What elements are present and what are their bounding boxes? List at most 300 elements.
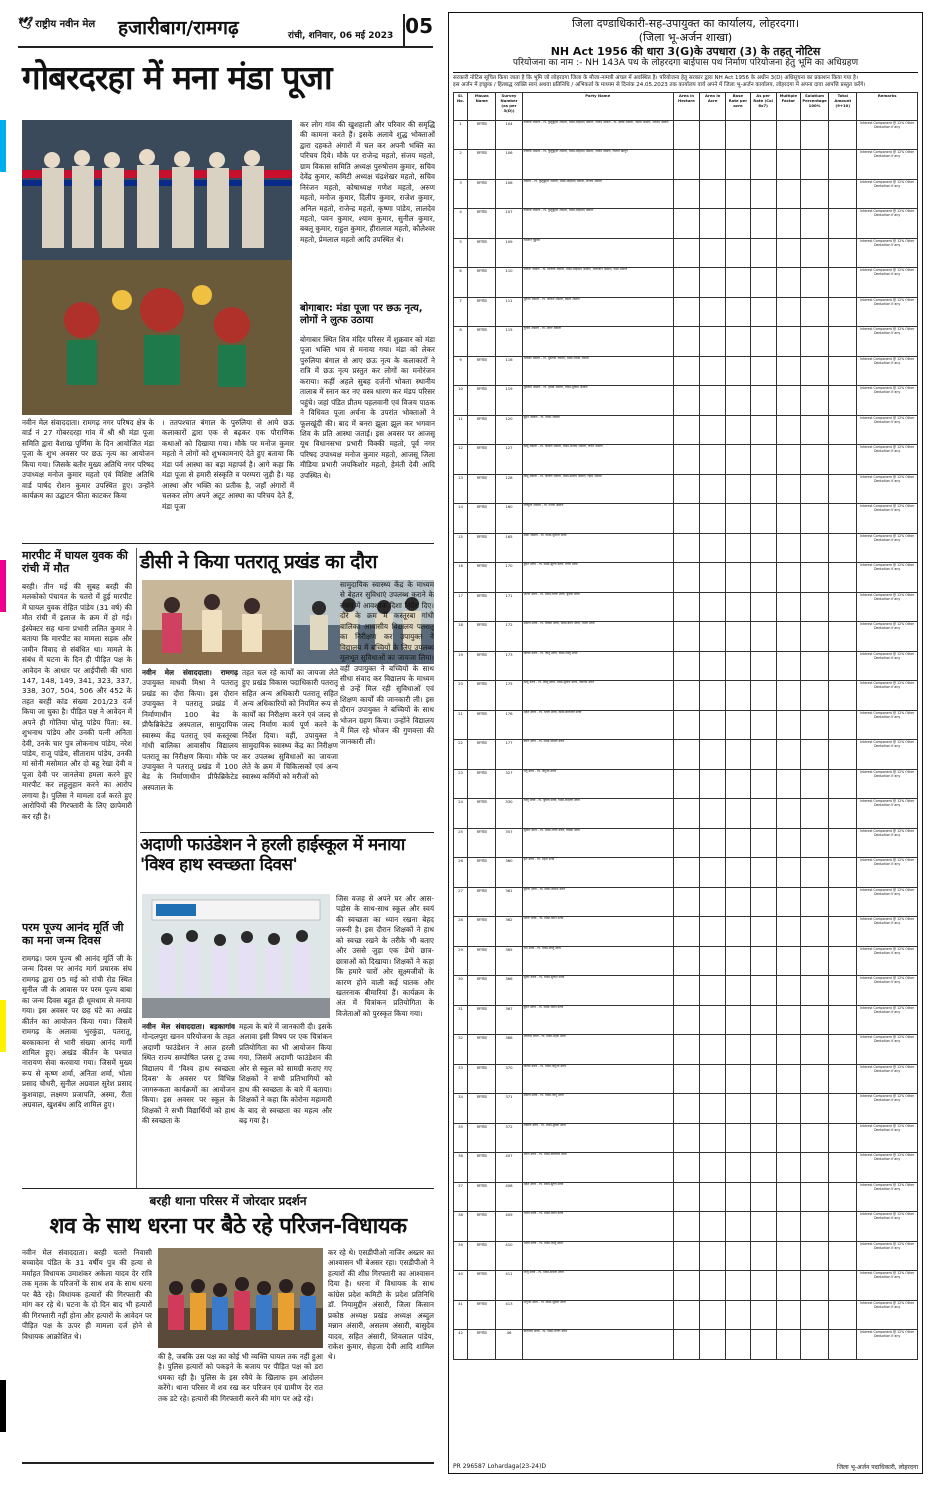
land-table-row	[454, 622, 918, 652]
land-table-cell	[673, 769, 699, 799]
land-table	[453, 92, 918, 1360]
land-table-col-header: Party Name	[522, 92, 673, 120]
land-table-cell	[776, 828, 800, 858]
land-table-cell	[829, 710, 857, 740]
land-table-cell: बरगांवा	[468, 592, 496, 622]
land-party-cell: लक्ष्मण उरांव - पि. मिसा-बुधवा उरांव	[522, 1123, 673, 1153]
land-table-cell	[776, 1035, 800, 1065]
land-table-cell: 366	[496, 976, 522, 1006]
land-table-cell	[800, 799, 828, 829]
land-table-cell: Interest Component @ 12% Other Deduction if any	[857, 1330, 918, 1360]
land-table-cell: 24	[454, 799, 468, 829]
land-table-cell	[673, 386, 699, 416]
land-table-cell	[726, 1182, 750, 1212]
land-table-cell: Interest Component @ 12% Other Deduction if any	[857, 1035, 918, 1065]
land-table-cell: 127	[496, 445, 522, 475]
land-table-cell	[726, 740, 750, 770]
land-table-cell	[700, 710, 726, 740]
land-table-cell: 39	[454, 1241, 468, 1271]
notice-office: जिला दण्डाधिकारी-सह-उपायुक्त का कार्यालय, लोहरदगा।	[571, 17, 800, 30]
land-table-cell	[700, 386, 726, 416]
land-table-cell	[800, 120, 828, 150]
land-party-cell: जोगेन उरांव - पि. मिसा-मंगरू उरांव, बुधवा उरांव	[522, 592, 673, 622]
land-table-cell	[750, 150, 776, 180]
lead-sub-headline: बोगाबार: मंडा पूजा पर छऊ नृत्य, लोगों ने लुत्फ उठाया	[300, 303, 423, 326]
land-table-cell	[673, 1182, 699, 1212]
land-table-cell	[800, 917, 828, 947]
land-table-cell	[673, 150, 699, 180]
land-table-row	[454, 1094, 918, 1124]
land-table-cell: 110	[496, 268, 522, 298]
land-table-cell	[776, 563, 800, 593]
land-table-cell	[700, 415, 726, 445]
land-table-cell: 361	[496, 887, 522, 917]
land-table-cell	[829, 1271, 857, 1301]
land-table-cell	[700, 563, 726, 593]
land-table-cell: 116	[496, 356, 522, 386]
land-table-cell: Interest Component @ 12% Other Deduction if any	[857, 740, 918, 770]
notice-intro-1: सरकारी नोटिस सूचित किया जाता है कि भूमि जो लोहरदगा जिला के मौजा-नामत्री अंचल में अवस्थित है। परियोजना हेतु सरकार द्वारा NH Act 1956 के अधीन 3(D) अधिसूचना का प्रकाशन किया गया है।	[453, 74, 858, 81]
land-table-cell: बरगांवा	[468, 1271, 496, 1301]
land-table-cell	[776, 533, 800, 563]
land-table-cell: Interest Component @ 12% Other Deduction if any	[857, 533, 918, 563]
land-table-cell: 6	[454, 268, 468, 298]
land-table-cell	[750, 622, 776, 652]
land-table-cell	[800, 445, 828, 475]
land-table-cell: बरगांवा	[468, 1153, 496, 1183]
land-table-cell	[776, 1330, 800, 1360]
birthday-headline: परम पूज्य आनंद मूर्ति जी का मना जन्म दिवस	[22, 921, 124, 947]
land-party-cell: बूढ़न अंसारी - पि. मिसा-अंसारी	[522, 415, 673, 445]
land-table-cell	[829, 1064, 857, 1094]
land-table-cell	[829, 445, 857, 475]
land-table-cell: बरगांवा	[468, 946, 496, 976]
land-table-cell: 13	[454, 474, 468, 504]
land-party-cell: लियाक अंसारी - पि. कुतुबुद्दीन अंसारी, मिसा-मोहम्मद अंसारी, जावेद अंसारी - पि. हबीब अंसारी, नसीम अंसारी, अरशद अंसारी	[522, 120, 673, 150]
dharna-body-2: की है, जबकि उस पक्ष का कोई भी व्यक्ति घायल तक नहीं हुआ है। पुलिस हत्यारों को पकड़ने के बजाय पर पीड़ित पक्ष को डरा धमका रही है। पुलिस के इस रवैये के खिलाफ हम आंदोलन करेंगे। थाना परिसर में शव रख कर परिजन एवं ग्रामीण देर रात तक डटे रहे। हत्यारों की गिरफ्तारी करने की मांग पर अड़े रहे।	[158, 1352, 323, 1403]
land-table-cell	[750, 238, 776, 268]
land-party-cell: मुर्तजा अंसारी - पि. जलील अंसारी, बसीर अंसारी	[522, 297, 673, 327]
land-table-cell	[776, 887, 800, 917]
land-table-col-header: Area in Acre	[700, 92, 726, 120]
land-table-cell	[800, 1182, 828, 1212]
land-table-row	[454, 1035, 918, 1065]
land-table-col-header: Base Rate per acre	[726, 92, 750, 120]
land-table-cell	[800, 150, 828, 180]
land-table-cell	[829, 828, 857, 858]
adani-body-3: जिस वजह से अपने घर और आस-पड़ोस के साथ-साथ स्कूल और स्वयं की स्वच्छता का ध्यान रखना बेहद जरूरी है। इस दौरान शिक्षकों ने हाथ को स्वच्छ रखने के तरीके भी बताए और उससे जुड़ा एक डेमो छात्र-छात्राओं को दिखाया। शिक्षकों ने कहा कि हमारे चारों ओर सूक्ष्मजीवों के कारण होने वाली कई घातक और खतरनाक बीमारियां हैं। कार्यक्रम के अंत में चित्रांकन प्रतियोगिता के विजेताओं को पुरस्कृत किया गया।	[336, 894, 434, 1018]
land-table-cell: Interest Component @ 12% Other Deduction if any	[857, 268, 918, 298]
notice-act: NH Act 1956 की धारा 3(G)के उपधारा (3) के तहत् नोटिस	[550, 44, 821, 58]
land-table-cell	[750, 681, 776, 711]
land-table-cell	[700, 120, 726, 150]
land-table-cell	[829, 415, 857, 445]
land-party-cell: अकबर अंसारी - पि. मुस्तफा अंसारी, मिसा-नसीम अंसारी	[522, 356, 673, 386]
land-table-cell	[776, 946, 800, 976]
land-table-cell: Interest Component @ 12% Other Deduction if any	[857, 297, 918, 327]
land-table-row	[454, 1300, 918, 1330]
land-table-cell	[700, 917, 726, 947]
land-table-cell	[750, 592, 776, 622]
land-table-cell	[750, 1182, 776, 1212]
land-table-cell	[800, 1330, 828, 1360]
land-table-cell: 3	[454, 179, 468, 209]
dc-body-2: तहत चल रहे कार्यों का जायजा लेते हुए प्रखंड विकास पदाधिकारी पतरातू सहित अन्य अधिकारी पतरातू सहित अन्य अधिकारियों को नियमित रूप से कार्यों का निरीक्षण करने एवं जल्द से जल्द निर्माण कार्य पूर्ण करने के निर्देश दिया। वहीं, उपायुक्त ने सामुदायिक स्वास्थ्य केंद्र का निरीक्षण कर उपलब्ध सुविधाओं का जायजा लेते के क्रम में चिकित्सकों एवं अन्य स्वास्थ्य कर्मियों को मरीजों को	[242, 668, 338, 782]
dc-photo	[142, 580, 292, 664]
land-table-cell: 5	[454, 238, 468, 268]
land-table-cell	[800, 386, 828, 416]
land-table-cell	[800, 622, 828, 652]
land-table-cell: बरगांवा	[468, 179, 496, 209]
land-table-cell	[750, 474, 776, 504]
land-table-cell	[700, 504, 726, 534]
land-table-cell	[829, 533, 857, 563]
land-table-cell	[726, 1241, 750, 1271]
land-table-cell: बरगांवा	[468, 1330, 496, 1360]
adani-headline: अदाणी फाउंडेशन ने हरली हाईस्कूल में मनाया 'विश्व हाथ स्वच्छता दिवस'	[140, 835, 405, 875]
land-table-cell: 177	[496, 740, 522, 770]
land-table-cell	[700, 1330, 726, 1360]
land-table-cell: 172	[496, 622, 522, 652]
land-table-cell: Interest Component @ 12% Other Deduction if any	[857, 563, 918, 593]
land-table-cell	[750, 327, 776, 357]
land-table-cell: 173	[496, 651, 522, 681]
land-table-cell	[673, 327, 699, 357]
land-table-cell	[829, 386, 857, 416]
land-table-cell: 1	[454, 120, 468, 150]
land-table-cell: बरगांवा	[468, 327, 496, 357]
land-table-cell	[726, 1123, 750, 1153]
land-table-cell	[800, 740, 828, 770]
land-table-cell: बरगांवा	[468, 415, 496, 445]
registration-strip-cyan	[0, 120, 6, 172]
land-table-cell: 25	[454, 828, 468, 858]
land-table-cell	[800, 563, 828, 593]
land-table-cell: Interest Component @ 12% Other Deduction if any	[857, 1300, 918, 1330]
land-table-cell	[726, 1064, 750, 1094]
land-table-cell: बरगांवा	[468, 769, 496, 799]
land-table-cell	[726, 238, 750, 268]
land-table-cell	[726, 356, 750, 386]
land-party-cell: मंगरा उरांव - पि. मिसा-बालेश्वर उरांव	[522, 1153, 673, 1183]
land-table-cell	[673, 1064, 699, 1094]
land-table-cell	[726, 799, 750, 829]
land-table-cell: बरगांवा	[468, 1300, 496, 1330]
land-table-cell: Interest Component @ 12% Other Deduction if any	[857, 209, 918, 239]
land-table-cell	[726, 1035, 750, 1065]
land-table-cell	[776, 209, 800, 239]
land-table-row	[454, 386, 918, 416]
land-table-cell	[726, 769, 750, 799]
land-table-cell: 4	[454, 209, 468, 239]
land-table-cell: बरगांवा	[468, 356, 496, 386]
land-party-cell: रमजान गुड्डोबी	[522, 238, 673, 268]
land-table-cell: Interest Component @ 12% Other Deduction if any	[857, 327, 918, 357]
land-table-cell: 34	[454, 1094, 468, 1124]
land-party-cell: चमरा उरांव - पि. मिसा-बंधन उरांव	[522, 1212, 673, 1242]
land-table-cell: 22	[454, 740, 468, 770]
land-table-cell: 407	[496, 1153, 522, 1183]
land-table-cell: Interest Component @ 12% Other Deduction if any	[857, 710, 918, 740]
land-table-row	[454, 828, 918, 858]
logo-text: राष्ट्रीय नवीन मेल	[35, 19, 96, 30]
land-table-cell: 120	[496, 415, 522, 445]
land-table-cell	[829, 327, 857, 357]
land-table-cell	[700, 474, 726, 504]
land-table-cell: Interest Component @ 12% Other Deduction if any	[857, 828, 918, 858]
land-table-cell: 372	[496, 1123, 522, 1153]
land-table-cell	[673, 1300, 699, 1330]
registration-strip-yellow	[0, 1000, 6, 1052]
land-table-cell	[800, 209, 828, 239]
land-table-cell	[726, 1271, 750, 1301]
land-table-cell	[673, 976, 699, 1006]
land-table-cell	[776, 1241, 800, 1271]
land-table-cell	[800, 887, 828, 917]
land-party-cell: अंसारी - पि. कुतुबुद्दीन अंसारी, मिसा-मोहम्मद अंसारी, सलीम अंसारी	[522, 179, 673, 209]
land-table-cell	[750, 828, 776, 858]
land-party-cell: बुधन उरांव - पि. मिसा-चमरा उरांव	[522, 1005, 673, 1035]
dharna-photo	[158, 1248, 323, 1348]
dharna-body-1: नवीन मेल संवाददाता। बरही चतरो निवासी बच्चादेव पंडित के 31 वर्षीय पुत्र की हत्या से मर्माहत विधायक उमाशंकर अकेला यादव देर रात्रि तक मृतक के परिजनों के साथ शव के साथ धरना पर बैठे रहे। विधायक हत्यारों की गिरफ्तारी की मांग कर रहे थे। घटना के दो दिन बाद भी हत्यारों की गिरफ्तारी नहीं होना और हत्यारों के आवेदन पर पीड़ित पक्ष के ऊपर ही मामला दर्ज होने से विधायक आक्रोशित थे।	[22, 1248, 152, 1341]
dharna-kicker: बरही थाना परिसर में जोरदार प्रदर्शन	[149, 1194, 307, 1208]
land-table-cell: 107	[496, 209, 522, 239]
land-table-cell: Interest Component @ 12% Other Deduction if any	[857, 917, 918, 947]
land-table-cell	[726, 386, 750, 416]
land-table-cell: Interest Component @ 12% Other Deduction if any	[857, 858, 918, 888]
land-party-cell: सुकर उरांव - पि. मिसा-सुकरा उरांव	[522, 976, 673, 1006]
land-table-row	[454, 1153, 918, 1183]
land-table-cell: Interest Component @ 12% Other Deduction if any	[857, 474, 918, 504]
land-table-cell: 19	[454, 651, 468, 681]
land-table-cell	[673, 1153, 699, 1183]
land-table-cell	[829, 1123, 857, 1153]
land-table-cell: 111	[496, 297, 522, 327]
dc-body-3: सामुदायिक स्वास्थ्य केंद्र के माध्यम से बेहतर सुविधाएं उपलब्ध कराने के संबंध में आवश्यक दिशा निर्देश दिए। दौरे के क्रम में कस्तूरबा गांधी बालिका आवासीय विद्यालय पतरातू का निरीक्षण कर उपायुक्त ने विद्यालय में बच्चियों के लिए उपलब्ध मूलभूत सुविधाओं का जायजा लिया। वहीं उपायुक्त ने बच्चियों के साथ सीधा संवाद कर विद्यालय के माध्यम से उन्हें मिल रही सुविधाओं एवं शिक्षण कार्यों की जानकारी ली। इस दौरान उपायुक्त ने बच्चियों के साथ भोजन ग्रहण किया। उन्होंने विद्यालय में मिल रहे भोजन की गुणवत्ता की जानकारी ली।	[340, 580, 434, 746]
land-table-cell: बरगांवा	[468, 710, 496, 740]
land-table-row	[454, 1123, 918, 1153]
land-table-cell	[829, 1330, 857, 1360]
land-table-row	[454, 209, 918, 239]
land-table-cell	[673, 887, 699, 917]
land-table-row	[454, 415, 918, 445]
land-table-cell	[700, 179, 726, 209]
injured-body: बरही। तीन मई की सुबह बरही की मलकोको पंचायत के चतरो में हुई मारपीट में घायल युवक रोहित पांडेय (31 वर्ष) की मौत रांची में इलाज के क्रम में हो गई। इंस्पेक्टर सह थाना प्रभारी ललित कुमार ने बताया कि मारपीट का मामला सड़क और जमीन विवाद से संबंधित था। मामले के संबंध में घटना के दिन ही पीड़ित पक्ष के आवेदन के आधार पर आईपीसी की धारा 147, 148, 149, 341, 323, 337, 338, 307, 504, 506 और 452 के तहत बरही कांड संख्या 201/23 दर्ज किया जा चुका है। पीड़ित पक्ष ने आवेदन में अपने ही गोतिया घोलू पांडेय पिता: स्व. शुभनाथ पांडेय और उनकी पत्नी अनिता देवी, उनके चार पुत्र लोकनाथ पांडेय, नरेश पांडेय, राजू पांडेय, सीताराम पांडेय, उनकी मां सोनी मसोमात और दो बहू रेखा देवी व पूजा देवी पर जानलेवा हमला करने हुए मारपीट कर लहूलुहान करने का आरोप लगाया है। पुलिस ने मामला दर्ज करते हुए आरोपियों की गिरफ्तारी के लिए छापेमारी कर रही है।	[22, 582, 132, 821]
land-table-cell: Interest Component @ 12% Other Deduction if any	[857, 946, 918, 976]
newspaper-logo	[18, 16, 98, 30]
land-table-cell: बरगांवा	[468, 622, 496, 652]
land-table-row	[454, 1241, 918, 1271]
land-party-cell: बंधन उरांव - पि. मिसा-सोमरा उरांव	[522, 740, 673, 770]
land-table-cell	[726, 268, 750, 298]
land-table-cell	[750, 1330, 776, 1360]
land-table-row	[454, 327, 918, 357]
land-party-cell: मंगरू उरांव - पि. मिसा-बंधन उरांव	[522, 917, 673, 947]
land-table-cell: 12	[454, 445, 468, 475]
land-table-cell: 365	[496, 946, 522, 976]
land-table-cell: Interest Component @ 12% Other Deduction if any	[857, 592, 918, 622]
land-table-cell	[700, 740, 726, 770]
lead-photo	[22, 120, 292, 415]
land-table-cell	[700, 150, 726, 180]
land-table-cell	[776, 681, 800, 711]
land-table-cell: 413	[496, 1300, 522, 1330]
land-table-cell	[726, 681, 750, 711]
land-table-cell	[776, 150, 800, 180]
land-table-cell	[726, 710, 750, 740]
land-table-row	[454, 769, 918, 799]
land-table-cell: 30	[454, 976, 468, 1006]
land-table-cell	[829, 1094, 857, 1124]
land-table-row	[454, 681, 918, 711]
land-table-cell	[829, 769, 857, 799]
land-table-cell	[750, 504, 776, 534]
land-table-cell	[800, 710, 828, 740]
land-table-cell	[726, 504, 750, 534]
land-table-cell	[750, 651, 776, 681]
land-party-cell: जयराम उरांव - पि. मिसा-महेश उरांव	[522, 1035, 673, 1065]
land-table-cell: बरगांवा	[468, 681, 496, 711]
land-table-cell	[829, 356, 857, 386]
land-table-cell: 42	[454, 1330, 468, 1360]
land-table-cell: 14	[454, 504, 468, 534]
land-table-cell: 171	[496, 592, 522, 622]
adani-body-1	[142, 1022, 235, 1184]
divider-2	[140, 832, 434, 833]
land-table-cell: Interest Component @ 12% Other Deduction if any	[857, 1271, 918, 1301]
land-table-cell: Interest Component @ 12% Other Deduction if any	[857, 1153, 918, 1183]
dc-credit: नवीन मेल संवाददाता। रामगढ़	[142, 668, 238, 677]
land-table-row	[454, 474, 918, 504]
land-table-cell: 41	[454, 1300, 468, 1330]
land-table-row	[454, 179, 918, 209]
land-table-cell	[800, 1123, 828, 1153]
land-table-cell: 115	[496, 327, 522, 357]
land-table-col-header: Survey Number (as per 3(D))	[496, 92, 522, 120]
land-table-cell	[700, 209, 726, 239]
land-table-cell	[800, 828, 828, 858]
land-table-cell	[673, 209, 699, 239]
land-table-cell: Interest Component @ 12% Other Deduction if any	[857, 681, 918, 711]
land-table-row	[454, 268, 918, 298]
land-table-cell	[726, 887, 750, 917]
land-table-cell	[673, 1212, 699, 1242]
land-table-cell	[776, 858, 800, 888]
land-table-cell	[700, 1241, 726, 1271]
land-table-cell: Interest Component @ 12% Other Deduction if any	[857, 1123, 918, 1153]
land-table-cell: Interest Component @ 12% Other Deduction if any	[857, 386, 918, 416]
land-table-cell: 368	[496, 1035, 522, 1065]
land-table-cell: 104	[496, 120, 522, 150]
land-table-cell	[750, 740, 776, 770]
land-table-cell	[673, 297, 699, 327]
land-table-cell	[829, 1241, 857, 1271]
land-table-cell: Interest Component @ 12% Other Deduction if any	[857, 1005, 918, 1035]
land-table-cell	[750, 1241, 776, 1271]
land-party-cell: हरि उरांव - पि. महेश उरांव	[522, 858, 673, 888]
lead-headline: गोबरदरहा में मना मंडा पूजा	[22, 58, 332, 97]
land-table-row	[454, 238, 918, 268]
land-table-col-header: Multiple Factor	[776, 92, 800, 120]
land-table-cell	[700, 1005, 726, 1035]
land-table-cell	[800, 651, 828, 681]
land-table-row	[454, 533, 918, 563]
registration-strip-black	[0, 1380, 6, 1432]
injured-headline: मारपीट में घायल युवक की रांची में मौत	[22, 549, 128, 575]
land-table-cell	[726, 327, 750, 357]
land-table-cell	[800, 1271, 828, 1301]
land-table-cell: 40	[454, 1271, 468, 1301]
land-table-cell: 357	[496, 828, 522, 858]
land-table-cell	[750, 858, 776, 888]
land-table-cell: 2	[454, 150, 468, 180]
land-party-cell: फगुआ उरांव - पि. मिसा-सुकरा उरांव	[522, 1300, 673, 1330]
section-title: हजारीबाग/रामगढ़	[118, 17, 239, 39]
land-table-col-header: Solatium Percentage 100%	[800, 92, 828, 120]
land-table-cell: 31	[454, 1005, 468, 1035]
land-table-cell: 362	[496, 917, 522, 947]
land-table-cell	[673, 1005, 699, 1035]
notice-branch: (जिला भू-अर्जन शाखा)	[638, 30, 733, 44]
land-table-header	[454, 92, 918, 120]
land-table-row	[454, 976, 918, 1006]
land-table-cell	[673, 1035, 699, 1065]
land-table-cell: Interest Component @ 12% Other Deduction if any	[857, 120, 918, 150]
land-table-cell: Interest Component @ 12% Other Deduction if any	[857, 887, 918, 917]
land-table-cell	[726, 120, 750, 150]
land-table-cell	[700, 1153, 726, 1183]
land-table-cell	[776, 268, 800, 298]
land-table-cell	[829, 474, 857, 504]
land-table-cell	[829, 179, 857, 209]
land-table-cell: बरगांवा	[468, 740, 496, 770]
land-table-cell	[800, 327, 828, 357]
land-table-cell	[776, 1182, 800, 1212]
land-table-cell	[750, 445, 776, 475]
land-table-cell	[700, 1271, 726, 1301]
land-party-cell: भोला उरांव - पि. मिसा-लालू उरांव	[522, 1241, 673, 1271]
land-table-cell: बरगांवा	[468, 386, 496, 416]
land-table-cell	[750, 415, 776, 445]
land-table-cell	[800, 1064, 828, 1094]
land-table-cell	[800, 1241, 828, 1271]
land-table-cell	[800, 946, 828, 976]
land-table-cell: 330	[496, 799, 522, 829]
land-table-cell	[726, 976, 750, 1006]
land-table-cell: Interest Component @ 12% Other Deduction if any	[857, 415, 918, 445]
land-table-cell	[829, 946, 857, 976]
land-table-cell	[829, 1153, 857, 1183]
land-table-cell	[726, 474, 750, 504]
land-table-cell	[800, 1153, 828, 1183]
land-table-cell: बरगांवा	[468, 1182, 496, 1212]
land-table-cell	[750, 1212, 776, 1242]
land-table-cell	[829, 1212, 857, 1242]
land-table-row	[454, 356, 918, 386]
land-table-cell: Interest Component @ 12% Other Deduction if any	[857, 622, 918, 652]
land-table-row	[454, 858, 918, 888]
land-party-cell: बालेश्वर उरांव - पि. मिसा-मंगरू उरांव	[522, 1330, 673, 1360]
land-table-cell	[750, 917, 776, 947]
land-table-cell	[750, 710, 776, 740]
land-party-cell: लियाक अंसारी - पि. कुतुबुद्दीन अंसारी, मिसा-मोहम्मद अंसारी	[522, 209, 673, 239]
land-table-cell	[726, 651, 750, 681]
land-table-cell	[700, 651, 726, 681]
adani-body-1-text: गोन्दलपुरा खनन परियोजना के तहत अदाणी फाउंडेशन ने आज हरली स्थित राज्य सम्पोषित प्लस टू उच्च विद्यालय में 'विश्व हाथ स्वच्छता दिवस' के अवसर पर विभिन्न जागरूकता कार्यक्रमों का आयोजन किया। इस अवसर पर स्कूल के शिक्षकों ने सभी विद्यार्थियों को हाथ की स्वच्छता के	[142, 1032, 235, 1125]
registration-strip-magenta	[0, 560, 6, 612]
land-table-cell	[800, 976, 828, 1006]
lead-body-sub: बोगाबार स्थित शिव मंदिर परिसर में शुक्रवार को मंडा पूजा भक्ति भाव से मनाया गया। मंडा को लेकर पुरुलिया बंगाल से आए छऊ नृत्य के कलाकारों ने रात्रि में छऊ नृत्य प्रस्तुत कर लोगों का मनोरंजन कराया। कहीं अहले सुबह दर्जनों भोक्ता स्थानीय तालाब में स्नान कर नए वस्त्र धारण कर मंडप परिसर पहुंचे। जहां पंडित प्रीतम पहलवानी एवं विजय पाठक ने विधिवत पूजा अर्चना के उपरांत भोक्ताओं ने फूलखूंदी की। बाद में बनरा झूला झूल कर भगवान शिव के प्रति आस्था जताई। इस अवसर पर आजसू यूथ विधानसभा प्रभारी विक्की महतो, पूर्व नगर परिषद उपाध्यक्ष मनोज कुमार महतो, आजसू जिला मीडिया प्रभारी जयकिशोर महतो, हेमंती देवी आदि उपस्थित थे।	[300, 335, 435, 480]
